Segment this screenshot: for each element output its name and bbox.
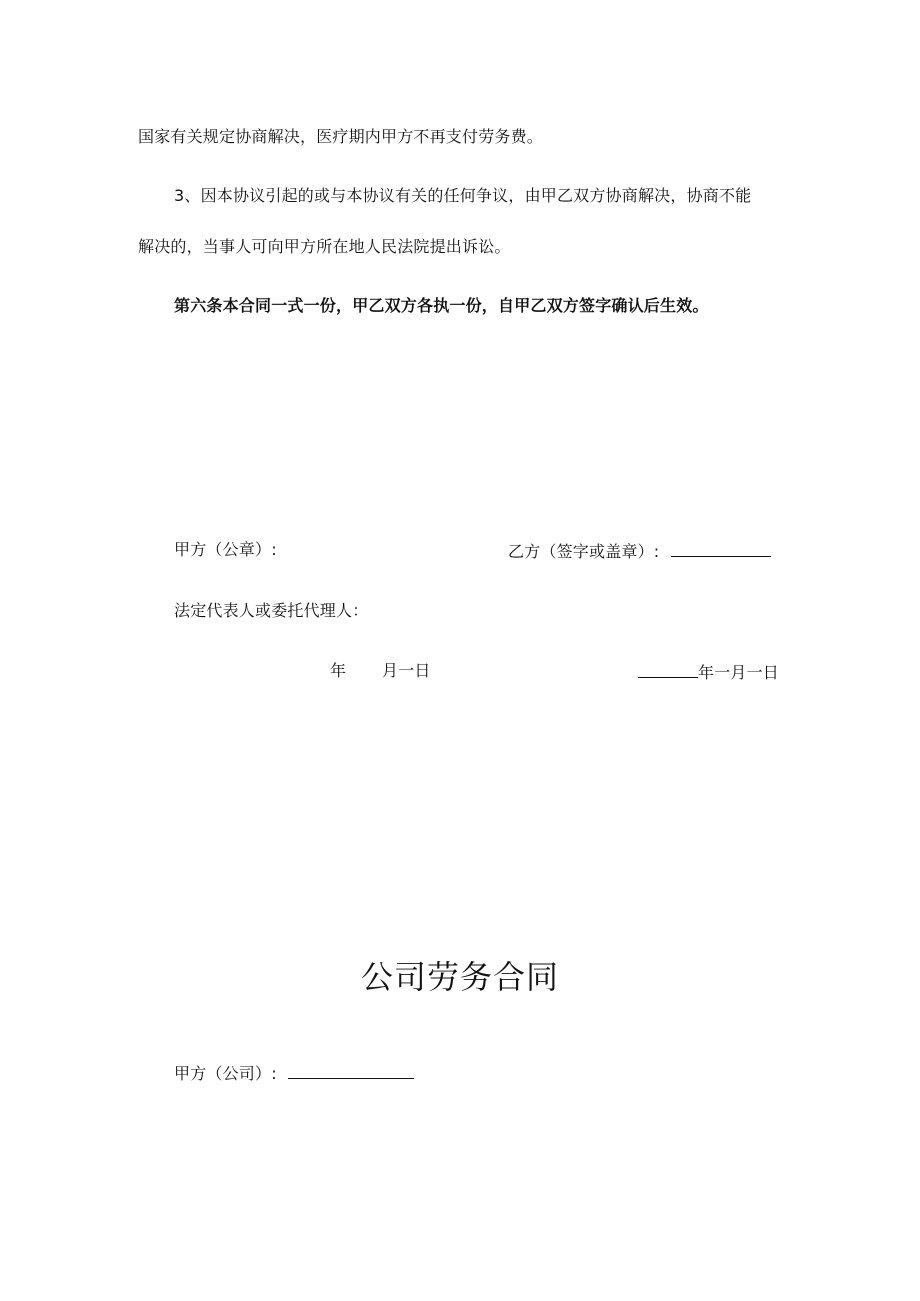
date-b-label: 年一月一日 [698,663,780,682]
date-b [638,661,779,683]
party-a-company-label: 甲方（公司）: [174,1064,277,1083]
party-b-signature [508,540,771,562]
contract-title: 公司劳务合同 [360,958,559,996]
party-a-company-blank [288,1062,414,1079]
paragraph-dispute-clause-line1: 3、因本协议引起的或与本协议有关的任何争议，由甲乙双方协商解决，协商不能 [174,186,752,205]
paragraph-medical-period: 国家有关规定协商解决，医疗期内甲方不再支付劳务费。 [138,127,544,146]
party-b-signature-label: 乙方（签字或盖章）: [508,542,660,561]
party-a-company [174,1062,414,1084]
party-a-seal-label: 甲方（公章）: [174,540,277,559]
party-b-signature-blank [671,540,771,557]
paragraph-dispute-clause-line2: 解决的，当事人可向甲方所在地人民法院提出诉讼。 [138,237,511,256]
date-a-year: 年 [330,661,347,680]
date-a-month-day: 月一日 [382,661,431,680]
date-b-year-blank [638,661,698,678]
legal-representative-label: 法定代表人或委托代理人： [174,601,369,620]
article-six: 第六条本合同一式一份，甲乙双方各执一份，自甲乙双方签字确认后生效。 [174,296,709,315]
